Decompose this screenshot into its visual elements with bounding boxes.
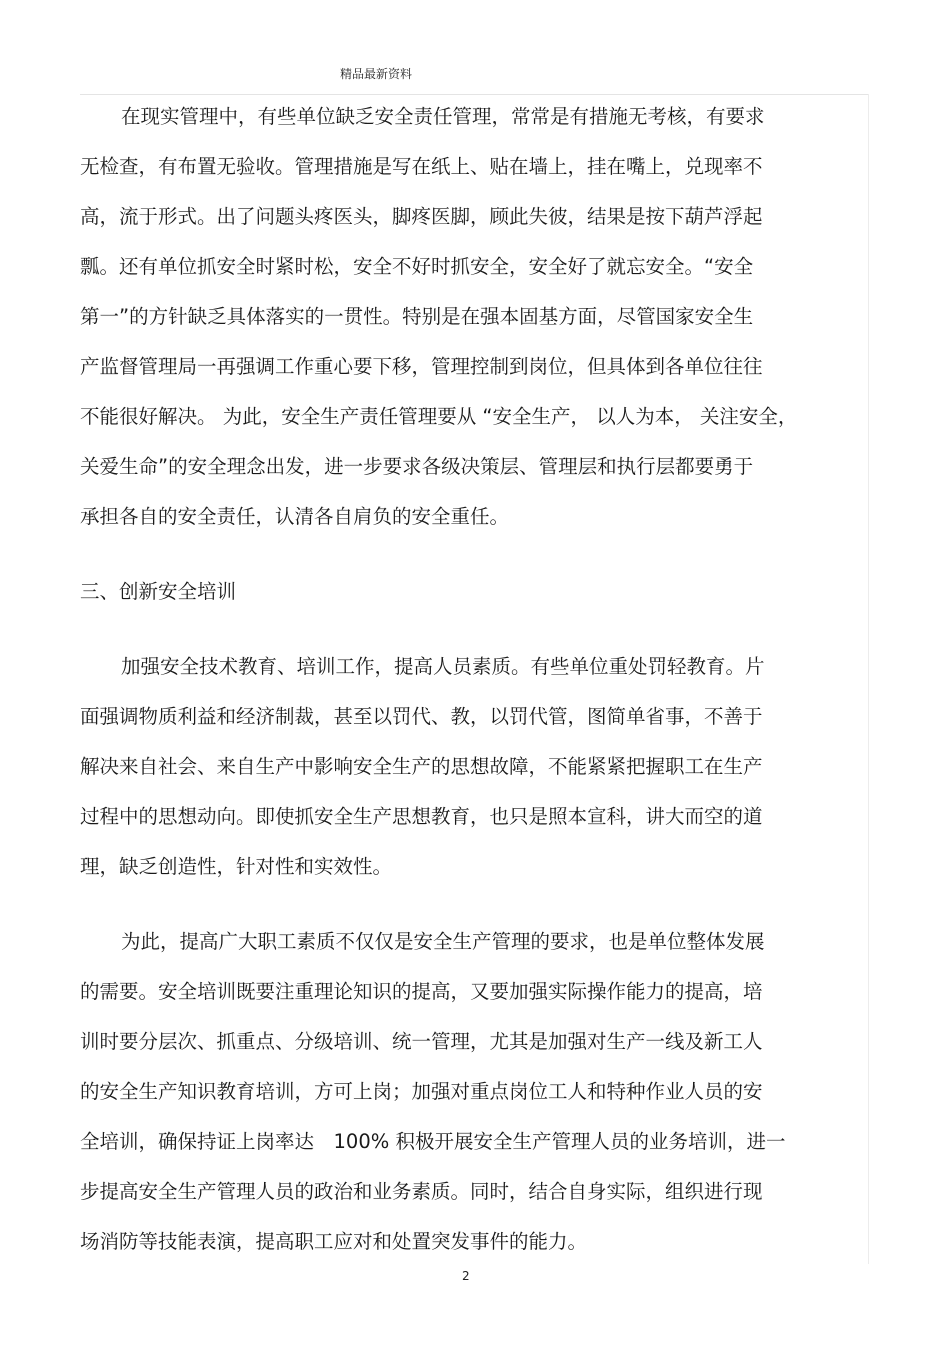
paragraph-3-line-7: 场消防等技能表演，提高职工应对和处置突发事件的能力。 — [80, 1230, 588, 1253]
page-number: 2 — [462, 1269, 470, 1283]
paragraph-2-line-1: 加强安全技术教育、培训工作，提高人员素质。有些单位重处罚轻教育。片 — [121, 655, 765, 678]
right-margin-rule — [868, 94, 869, 1264]
page-header: 精品最新资料 — [340, 67, 413, 81]
header-divider — [80, 94, 868, 95]
paragraph-1-line-7: 不能很好解决。 为此，安全生产责任管理要从 “安全生产， 以人为本， 关注安全， — [80, 405, 798, 428]
paragraph-2-line-3: 解决来自社会、来自生产中影响安全生产的思想故障，不能紧紧把握职工在生产 — [80, 755, 763, 778]
paragraph-1-line-8: 关爱生命”的安全理念出发，进一步要求各级决策层、管理层和执行层都要勇于 — [80, 455, 754, 478]
paragraph-1-line-1: 在现实管理中，有些单位缺乏安全责任管理，常常是有措施无考核，有要求 — [121, 105, 765, 128]
paragraph-1-line-9: 承担各自的安全责任，认清各自肩负的安全重任。 — [80, 505, 510, 528]
paragraph-1-line-2: 无检查，有布置无验收。管理措施是写在纸上、贴在墙上，挂在嘴上，兑现率不 — [80, 155, 763, 178]
paragraph-3-line-3: 训时要分层次、抓重点、分级培训、统一管理，尤其是加强对生产一线及新工人 — [80, 1030, 763, 1053]
paragraph-3-line-4: 的安全生产知识教育培训，方可上岗；加强对重点岗位工人和特种作业人员的安 — [80, 1080, 763, 1103]
paragraph-3-line-1: 为此，提高广大职工素质不仅仅是安全生产管理的要求，也是单位整体发展 — [121, 930, 765, 953]
paragraph-3-line-6: 步提高安全生产管理人员的政治和业务素质。同时，结合自身实际，组织进行现 — [80, 1180, 763, 1203]
paragraph-3-line-2: 的需要。安全培训既要注重理论知识的提高，又要加强实际操作能力的提高，培 — [80, 980, 763, 1003]
paragraph-1-line-3: 高，流于形式。出了问题头疼医头，脚疼医脚，顾此失彼，结果是按下葫芦浮起 — [80, 205, 763, 228]
paragraph-1-line-6: 产监督管理局一再强调工作重心要下移，管理控制到岗位，但具体到各单位往往 — [80, 355, 763, 378]
paragraph-2-line-2: 面强调物质利益和经济制裁，甚至以罚代、教，以罚代管，图简单省事，不善于 — [80, 705, 763, 728]
section-heading: 三、创新安全培训 — [80, 580, 237, 603]
paragraph-3-line-5: 全培训，确保持证上岗率达 100% 积极开展安全生产管理人员的业务培训，进一 — [80, 1130, 786, 1153]
paragraph-1-line-5: 第一”的方针缺乏具体落实的一贯性。特别是在强本固基方面，尽管国家安全生 — [80, 305, 754, 328]
paragraph-1-line-4: 瓢。还有单位抓安全时紧时松，安全不好时抓安全，安全好了就忘安全。“安全 — [80, 255, 754, 278]
paragraph-2-line-5: 理，缺乏创造性，针对性和实效性。 — [80, 855, 393, 878]
paragraph-2-line-4: 过程中的思想动向。即使抓安全生产思想教育，也只是照本宣科，讲大而空的道 — [80, 805, 763, 828]
